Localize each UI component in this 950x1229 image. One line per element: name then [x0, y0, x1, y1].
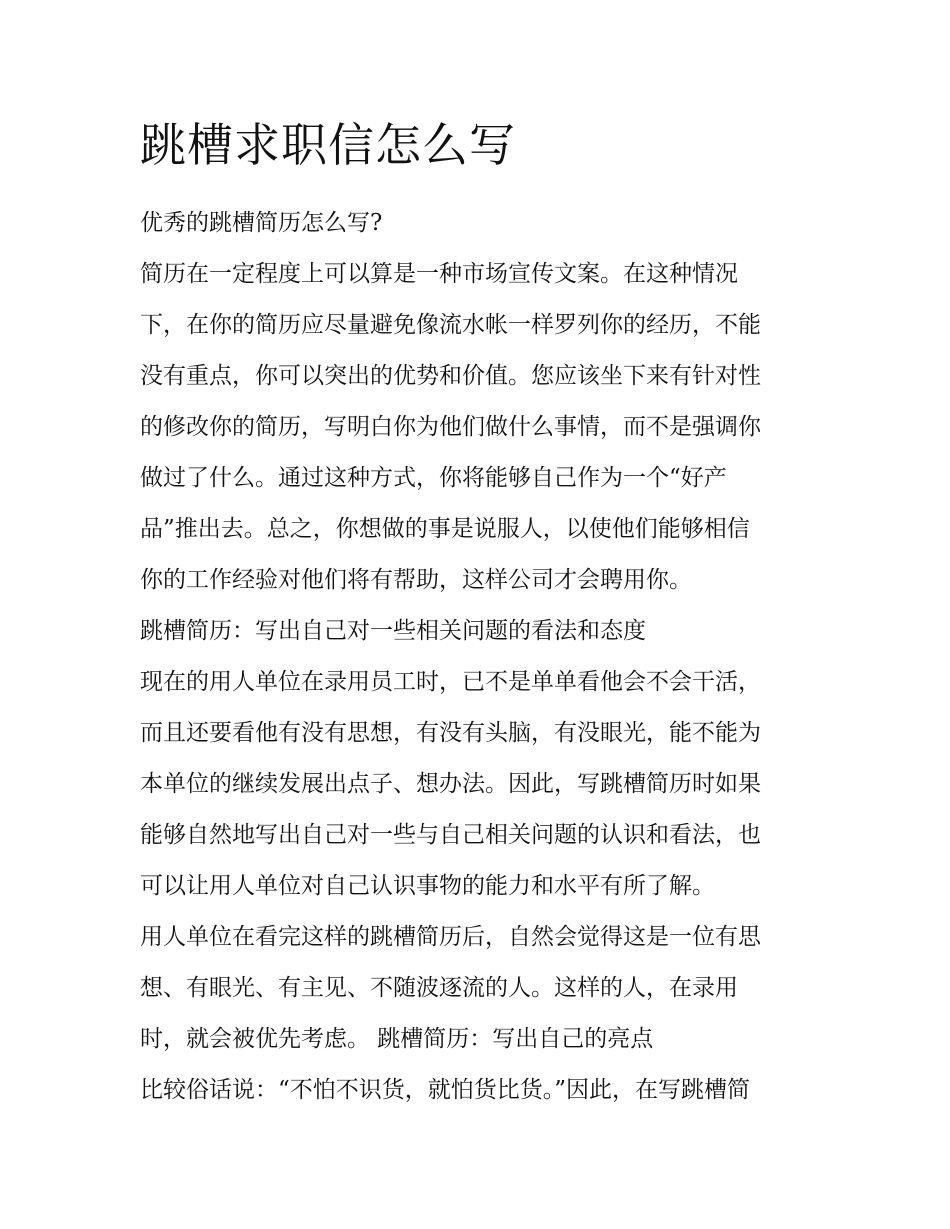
text-line-5: 的修改你的简历，写明白你为他们做什么事情，而不是强调你: [140, 414, 761, 440]
document-page: [140, 112, 820, 1116]
document-title: 跳槽求职信怎么写: [140, 118, 516, 172]
text-line-10: 现在的用人单位在录用员工时，已不是单单看他会不会干活，: [140, 669, 761, 695]
text-line-7: 品”推出去。总之，你想做的事是说服人，以使他们能够相信: [140, 516, 750, 542]
text-line-12: 本单位的继续发展出点子、想办法。因此，写跳槽简历时如果: [140, 771, 761, 797]
text-line-16: 想、有眼光、有主见、不随波逐流的人。这样的人，在录用: [140, 975, 738, 1001]
text-line-1: 优秀的跳槽简历怎么写?: [140, 210, 383, 236]
text-line-11: 而且还要看他有没有思想，有没有头脑，有没眼光，能不能为: [140, 720, 761, 746]
text-line-9: 跳槽简历：写出自己对一些相关问题的看法和态度: [140, 618, 646, 644]
text-line-6: 做过了什么。通过这种方式，你将能够自己作为一个“好产: [140, 465, 727, 491]
text-line-3: 下，在你的简历应尽量避免像流水帐一样罗列你的经历，不能: [140, 312, 761, 338]
text-line-13: 能够自然地写出自己对一些与自己相关问题的认识和看法，也: [140, 822, 761, 848]
text-line-17: 时，就会被优先考虑。 跳槽简历：写出自己的亮点: [140, 1026, 654, 1052]
text-line-18: 比较俗话说：“不怕不识货，就怕货比货。”因此，在写跳槽简: [140, 1077, 751, 1103]
text-line-4: 没有重点，你可以突出的优势和价值。您应该坐下来有针对性: [140, 363, 761, 389]
document-body: [140, 198, 820, 1116]
text-line-15: 用人单位在看完这样的跳槽简历后，自然会觉得这是一位有思: [140, 924, 761, 950]
text-line-8: 你的工作经验对他们将有帮助，这样公司才会聘用你。: [140, 567, 692, 593]
text-line-2: 简历在一定程度上可以算是一种市场宣传文案。在这种情况: [140, 261, 738, 287]
text-line-14: 可以让用人单位对自己认识事物的能力和水平有所了解。: [140, 873, 715, 899]
